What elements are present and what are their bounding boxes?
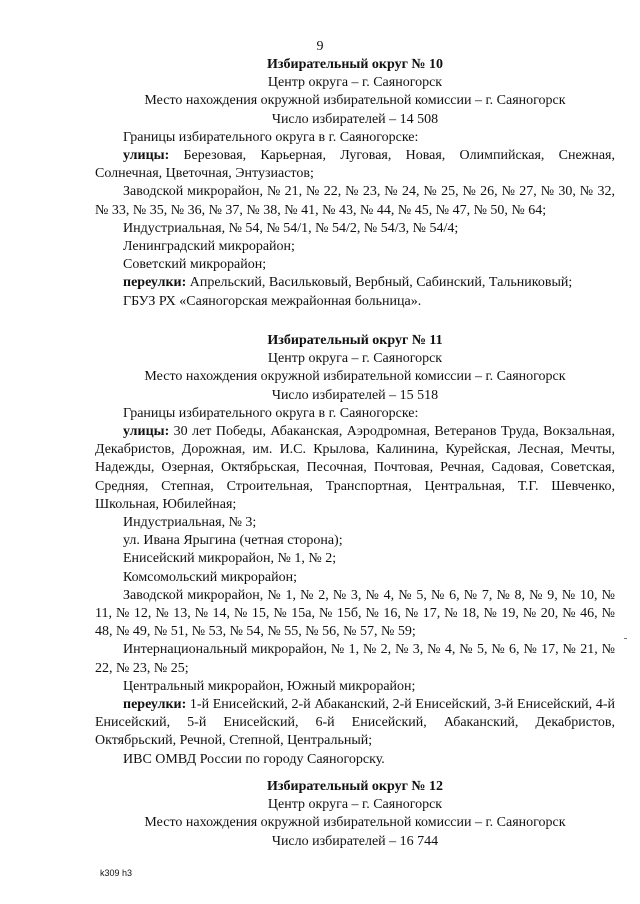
border-item: Комсомольский микрорайон; <box>123 569 297 585</box>
streets-paragraph <box>95 147 615 183</box>
district-10 <box>95 56 615 311</box>
district-title: Избирательный округ № 12 <box>266 779 443 794</box>
border-item: Индустриальная, № 3; <box>123 515 257 531</box>
borders-intro: Границы избирательного округа в г. Саяногорске: <box>123 129 419 145</box>
border-item: Интернациональный микрорайон, № 1, № 2, № 3, № 4, № 5, № 6, № 17, № 21, № 22, № 23, № 25; <box>95 642 615 676</box>
commission-location: Место нахождения окружной избирательной комиссии – г. Саяногорск <box>144 93 566 109</box>
lanes-paragraph <box>95 274 615 292</box>
border-item: Центральный микрорайон, Южный микрорайон; <box>123 678 416 694</box>
voter-count: Число избирателей – 14 508 <box>271 111 439 127</box>
closing-item: ИВС ОМВД России по городу Саяногорску. <box>123 751 385 767</box>
lanes-label: переулки: <box>123 697 187 713</box>
closing-item: ГБУЗ РХ «Саяногорская межрайонная больница». <box>123 293 422 309</box>
scan-speck <box>624 638 627 639</box>
district-12 <box>95 778 615 851</box>
lanes-paragraph <box>95 696 615 751</box>
border-item: Ленинградский микрорайон; <box>123 239 295 255</box>
lanes-list: Апрельский, Васильковый, Вербный, Сабинский, Тальниковый; <box>189 275 573 291</box>
streets-label: улицы: <box>123 424 170 440</box>
border-item: Советский микрорайон; <box>123 257 267 273</box>
lanes-label: переулки: <box>123 275 187 291</box>
footer-code: k309 h3 <box>100 868 133 878</box>
border-item: Индустриальная, № 54, № 54/1, № 54/2, № 54/3, № 54/4; <box>123 220 459 236</box>
district-title: Избирательный округ № 11 <box>267 333 443 348</box>
commission-location: Место нахождения окружной избирательной комиссии – г. Саяногорск <box>144 369 566 385</box>
commission-location: Место нахождения окружной избирательной комиссии – г. Саяногорск <box>144 815 566 831</box>
border-item: Енисейский микрорайон, № 1, № 2; <box>123 551 337 567</box>
border-item: ул. Ивана Ярыгина (четная сторона); <box>123 533 343 549</box>
lanes-list: 1-й Енисейский, 2-й Абаканский, 2-й Енисейский, 3-й Енисейский, 4-й Енисейский, 5-й Енисейский, 6-й Енисейский, Абаканский, Декабристов, Октябрьский, Речной, Степной, Центральный; <box>95 697 616 749</box>
voter-count: Число избирателей – 15 518 <box>271 387 439 403</box>
district-center: Центр округа – г. Саяногорск <box>267 797 443 813</box>
voter-count: Число избирателей – 16 744 <box>271 833 439 849</box>
streets-list: 30 лет Победы, Абаканская, Аэродромная, Ветеранов Труда, Вокзальная, Декабристов, Дорожная, им. И.С. Крылова, Калинина, Курейская, Лесная, Мечты, Надежды, Озерная, Октябрьская, Песочная, Почтовая, Речная, Садовая, Советская, Средняя, Степная, Строительная, Транспортная, Центральная, Т.Г. Шевченко, Школьная, Юбилейная; <box>95 424 615 512</box>
streets-label: улицы: <box>123 148 170 164</box>
district-title: Избирательный округ № 10 <box>266 57 443 72</box>
district-11 <box>95 332 615 769</box>
borders-intro: Границы избирательного округа в г. Саяногорске: <box>123 405 419 421</box>
streets-list: Березовая, Карьерная, Луговая, Новая, Олимпийская, Снежная, Солнечная, Цветочная, Энтузиастов; <box>95 148 615 182</box>
streets-paragraph <box>95 423 615 514</box>
district-center: Центр округа – г. Саяногорск <box>267 75 443 91</box>
border-item: Заводской микрорайон, № 1, № 2, № 3, № 4, № 5, № 6, № 7, № 8, № 9, № 10, № 11, № 12, № 13, № 14, № 15, № 15а, № 15б, № 16, № 17, № 18, № 19, № 20, № 46, № 48, № 49, № 51, № 53, № 54, № 55, № 56, № 57, № 59; <box>95 587 615 640</box>
page-number: 9 <box>316 39 324 54</box>
district-center: Центр округа – г. Саяногорск <box>267 351 443 367</box>
border-item: Заводской микрорайон, № 21, № 22, № 23, № 24, № 25, № 26, № 27, № 30, № 32, № 33, № 35, № 36, № 37, № 38, № 41, № 43, № 44, № 45, № 47, № 50, № 64; <box>95 184 615 218</box>
